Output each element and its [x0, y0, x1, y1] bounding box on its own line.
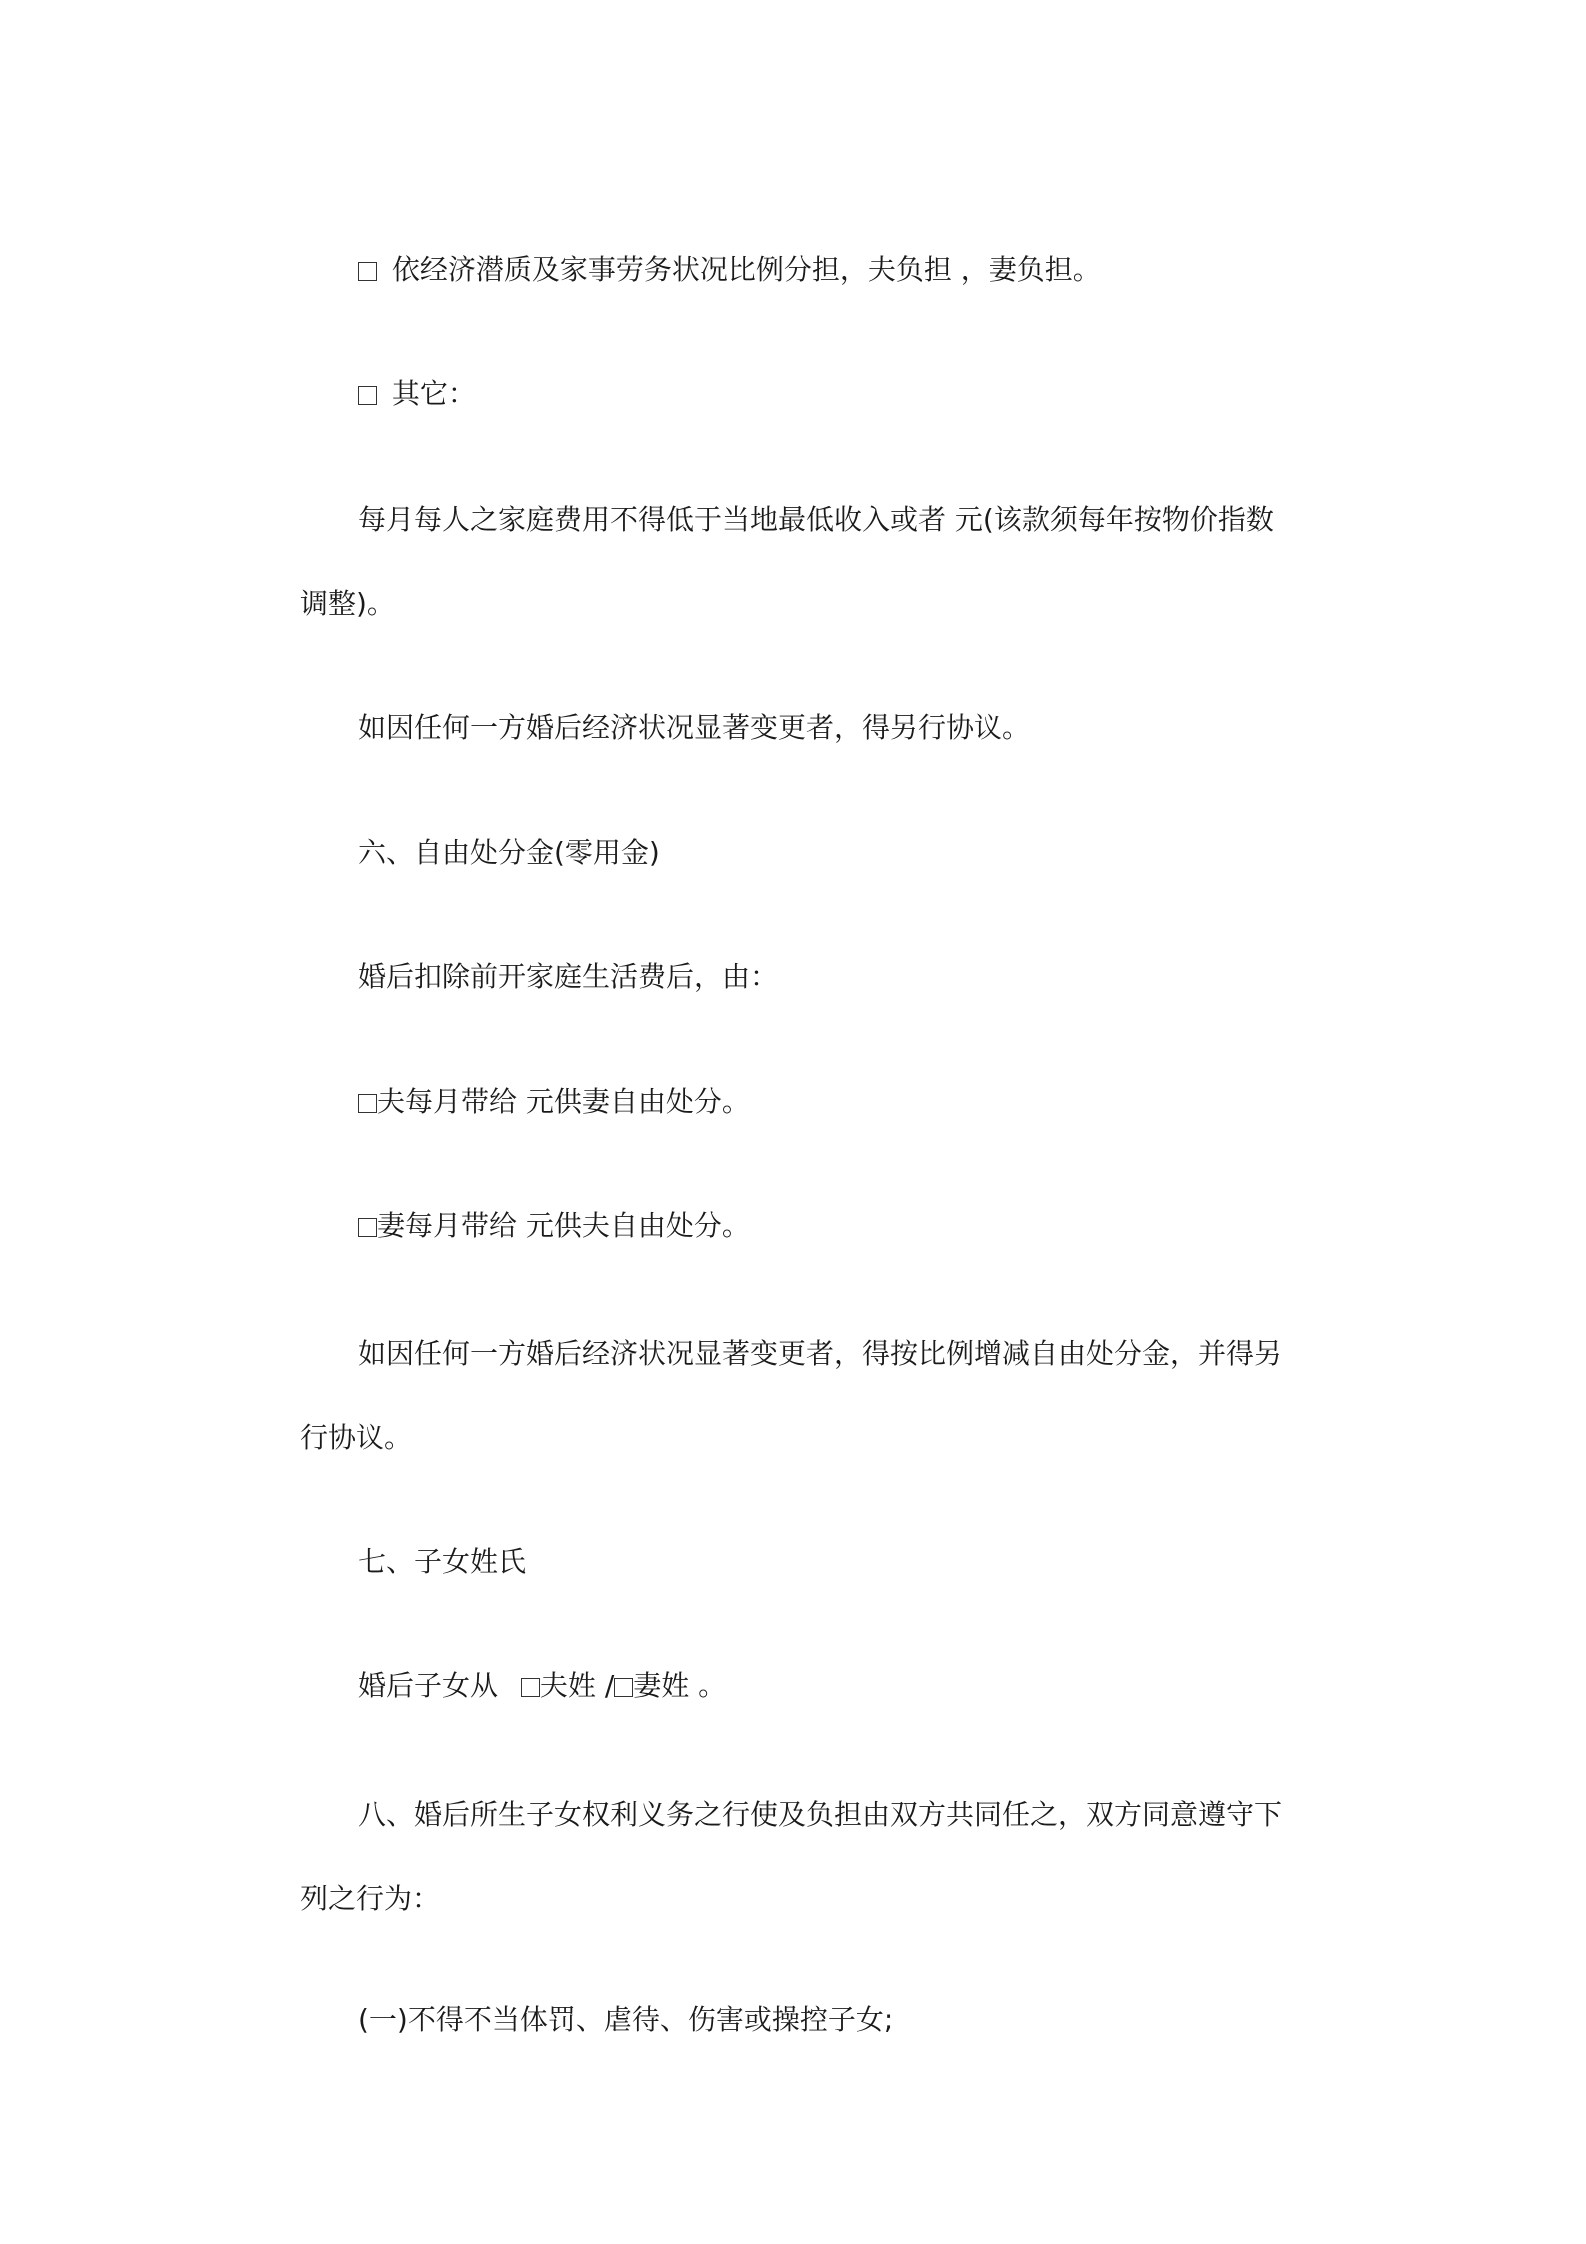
section-heading-8: 八、婚后所生子女权利义务之行使及负担由双方共同任之，双方同意遵守下列之行为： — [300, 1798, 1283, 1915]
checkbox[interactable] — [358, 1094, 377, 1113]
checkbox[interactable] — [358, 386, 377, 405]
paragraph-renegotiation: 如因任何一方婚后经济状况显著变更者，得另行协议。 — [358, 711, 1031, 744]
surname-intro: 婚后子女从 — [358, 1669, 499, 1702]
paragraph-minimum-household-expense: 每月每人之家庭费用不得低于当地最低收入或者 元(该款须每年按物价指数调整)。 — [300, 503, 1274, 620]
paragraph-after-deduction: 婚后扣除前开家庭生活费后，由： — [358, 960, 779, 993]
option-husband-pays — [358, 1082, 750, 1122]
option-wife-pays — [358, 1206, 750, 1246]
paragraph-child-surname — [358, 1666, 726, 1706]
option-text: 妻每月带给 元供夫自由处分。 — [377, 1209, 750, 1242]
section-heading-7: 七、子女姓氏 — [358, 1545, 527, 1578]
section-heading-6: 六、自由处分金(零用金) — [358, 836, 660, 869]
checkbox[interactable] — [521, 1678, 540, 1697]
option-proportional-share — [358, 250, 1101, 290]
option-text: 其它： — [391, 377, 476, 410]
checkbox[interactable] — [358, 262, 377, 281]
option-husband-surname: 夫姓 / — [539, 1669, 615, 1702]
clause-1: (一)不得不当体罚、虐待、伤害或操控子女; — [358, 2003, 894, 2036]
option-wife-surname: 妻姓 。 — [633, 1669, 727, 1702]
paragraph-adjust-allowance: 如因任何一方婚后经济状况显著变更者，得按比例增减自由处分金，并得另行协议。 — [300, 1337, 1283, 1454]
option-text: 依经济潜质及家事劳务状况比例分担，夫负担 ，妻负担。 — [391, 253, 1101, 286]
option-other — [358, 374, 476, 414]
option-text: 夫每月带给 元供妻自由处分。 — [377, 1085, 750, 1118]
checkbox[interactable] — [358, 1218, 377, 1237]
checkbox[interactable] — [614, 1678, 633, 1697]
